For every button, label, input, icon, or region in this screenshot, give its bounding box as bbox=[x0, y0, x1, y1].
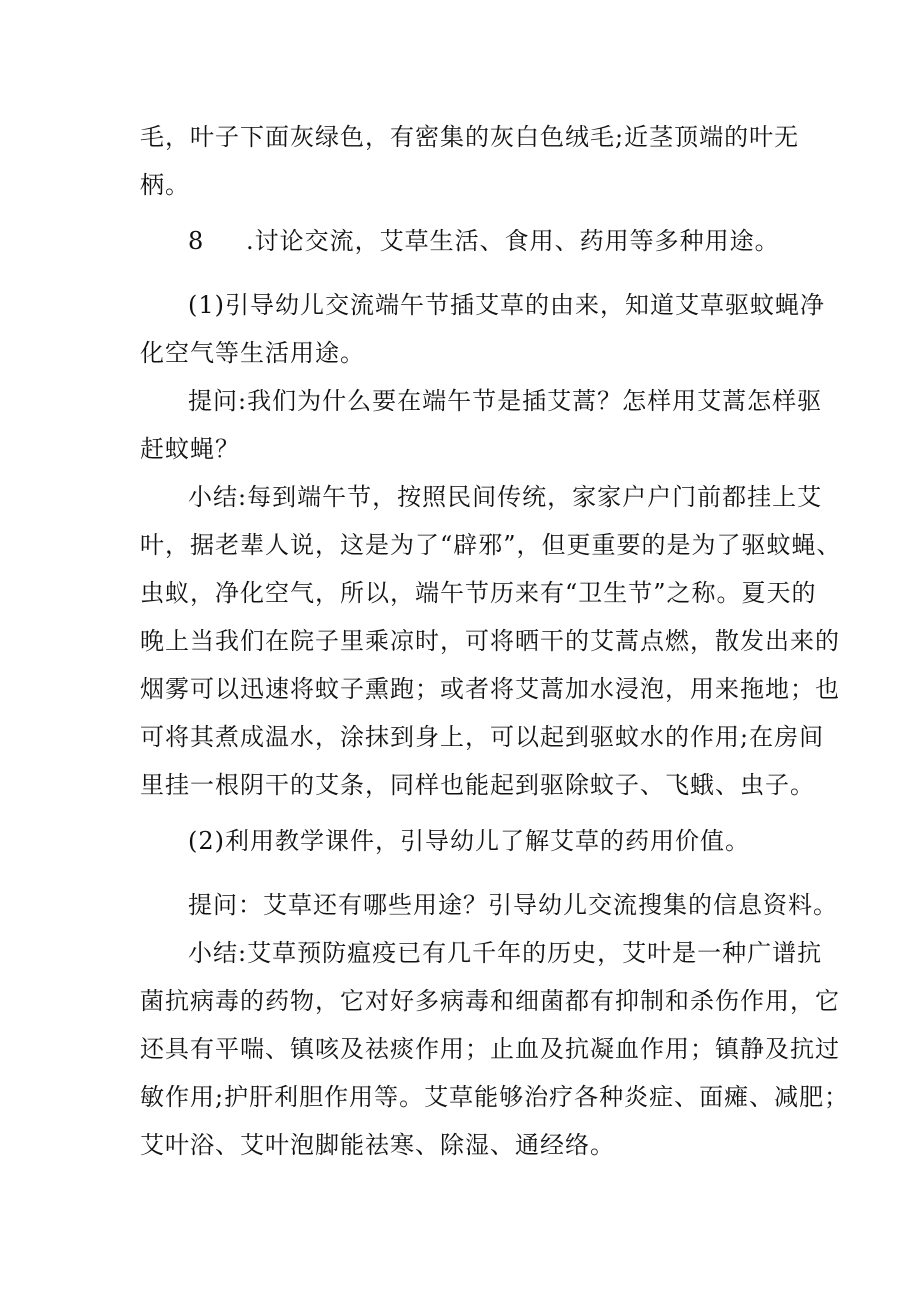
summary-line: 菌抗病毒的药物，它对好多病毒和细菌都有抑制和杀伤作用，它 bbox=[140, 987, 840, 1015]
text-line: 毛，叶子下面灰绿色，有密集的灰白色绒毛;近茎顶端的叶无 bbox=[140, 123, 800, 151]
summary-line: 艾叶浴、艾叶泡脚能祛寒、除湿、通经络。 bbox=[140, 1131, 615, 1159]
summary-line: 虫蚁，净化空气，所以，端午节历来有“卫生节”之称。夏天的 bbox=[140, 579, 817, 607]
summary-line: 晚上当我们在院子里乘凉时，可将晒干的艾蒿点燃，散发出来的 bbox=[140, 627, 840, 655]
summary-line: 烟雾可以迅速将蚊子熏跑；或者将艾蒿加水浸泡，用来拖地；也 bbox=[140, 675, 840, 703]
summary-line: 还具有平喘、镇咳及祛痰作用；止血及抗凝血作用；镇静及抗过 bbox=[140, 1035, 840, 1063]
paragraph-line: (2)利用教学课件，引导幼儿了解艾草的药用价值。 bbox=[188, 827, 750, 855]
item-number: 8 bbox=[188, 227, 204, 255]
summary-line: 里挂一根阴干的艾条，同样也能起到驱除蚊子、飞蛾、虫子。 bbox=[140, 771, 815, 799]
summary-line: 小结:每到端午节，按照民间传统，家家户户门前都挂上艾 bbox=[188, 483, 823, 511]
question-line: 提问：艾草还有哪些用途？引导幼儿交流搜集的信息资料。 bbox=[188, 891, 838, 919]
item-heading: .讨论交流，艾草生活、食用、药用等多种用途。 bbox=[246, 227, 780, 255]
summary-line: 小结:艾草预防瘟疫已有几千年的历史，艾叶是一种广谱抗 bbox=[188, 939, 823, 967]
summary-line: 敏作用;护肝利胆作用等。艾草能够治疗各种炎症、面瘫、减肥； bbox=[140, 1083, 850, 1111]
text-line: 柄。 bbox=[140, 171, 190, 199]
summary-line: 叶，据老辈人说，这是为了“辟邪”，但更重要的是为了驱蚊蝇、 bbox=[140, 531, 842, 559]
summary-line: 可将其煮成温水，涂抹到身上，可以起到驱蚊水的作用;在房间 bbox=[140, 723, 825, 751]
question-line: 赶蚊蝇？ bbox=[140, 435, 240, 463]
question-line: 提问:我们为什么要在端午节是插艾蒿？怎样用艾蒿怎样驱 bbox=[188, 387, 823, 415]
paragraph-line: (1)引导幼儿交流端午节插艾草的由来，知道艾草驱蚊蝇净 bbox=[188, 291, 825, 319]
paragraph-line: 化空气等生活用途。 bbox=[140, 339, 365, 367]
